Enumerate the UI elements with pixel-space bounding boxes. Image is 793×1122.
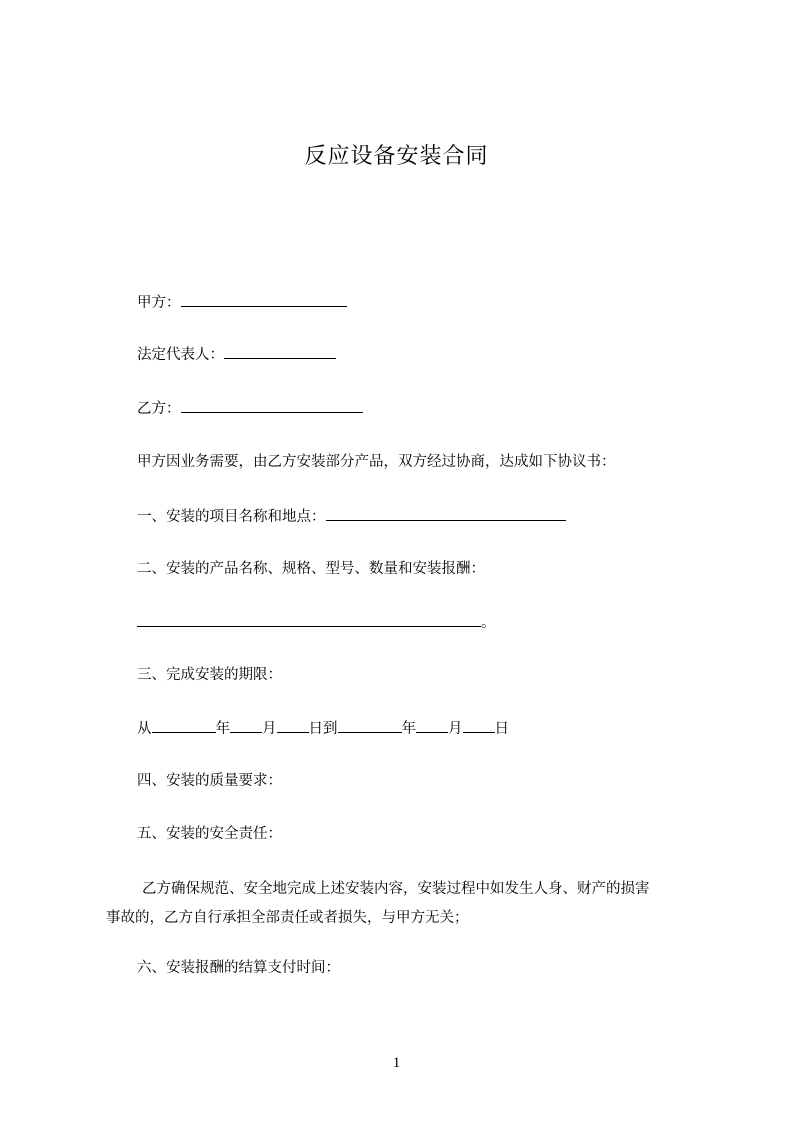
section2-blank xyxy=(137,612,481,627)
section2-end-mark: 。 xyxy=(481,615,496,631)
date-from-text: 从 xyxy=(137,721,152,737)
party-b-label: 乙方： xyxy=(137,401,181,417)
end-year-blank xyxy=(338,718,402,733)
year-text: 年 xyxy=(215,721,230,737)
section3-date-line xyxy=(137,718,509,739)
legal-rep-line xyxy=(137,344,336,365)
start-year-blank xyxy=(152,718,216,733)
end-day-blank xyxy=(463,718,495,733)
party-a-blank xyxy=(181,292,347,307)
contract-title: 反应设备安装合同 xyxy=(304,144,489,169)
day-text: 日 xyxy=(494,721,509,737)
section5-paragraph xyxy=(106,875,706,933)
legal-rep-label: 法定代表人： xyxy=(137,347,224,363)
section5-text-line1: 乙方确保规范、安全地完成上述安装内容，安装过程中如发生人身、财产的损害 xyxy=(142,881,650,897)
section1-blank xyxy=(326,506,566,521)
section4-label: 四、安装的质量要求： xyxy=(137,773,282,789)
section5-label: 五、安装的安全责任： xyxy=(137,826,282,842)
legal-rep-blank xyxy=(224,344,336,359)
end-month-blank xyxy=(416,718,448,733)
day-to-text: 日到 xyxy=(308,721,338,737)
party-a-line xyxy=(137,292,347,313)
section6-label: 六、安装报酬的结算支付时间： xyxy=(137,960,340,976)
month-text: 月 xyxy=(262,721,277,737)
start-day-blank xyxy=(277,718,309,733)
month-text-2: 月 xyxy=(448,721,463,737)
section5-text-line2: 事故的，乙方自行承担全部责任或者损失，与甲方无关； xyxy=(106,910,469,926)
section1-label: 一、安装的项目名称和地点： xyxy=(137,509,326,525)
section3-label: 三、完成安装的期限： xyxy=(137,667,282,683)
section1-line xyxy=(137,506,566,527)
page-number: 1 xyxy=(392,1055,401,1071)
section2-blank-line xyxy=(137,612,496,633)
party-a-label: 甲方： xyxy=(137,295,181,311)
start-month-blank xyxy=(230,718,262,733)
year-text-2: 年 xyxy=(401,721,416,737)
party-b-blank xyxy=(181,398,363,413)
section2-label: 二、安装的产品名称、规格、型号、数量和安装报酬： xyxy=(137,561,485,577)
intro-text: 甲方因业务需要，由乙方安装部分产品，双方经过协商，达成如下协议书： xyxy=(137,454,616,470)
party-b-line xyxy=(137,398,363,419)
